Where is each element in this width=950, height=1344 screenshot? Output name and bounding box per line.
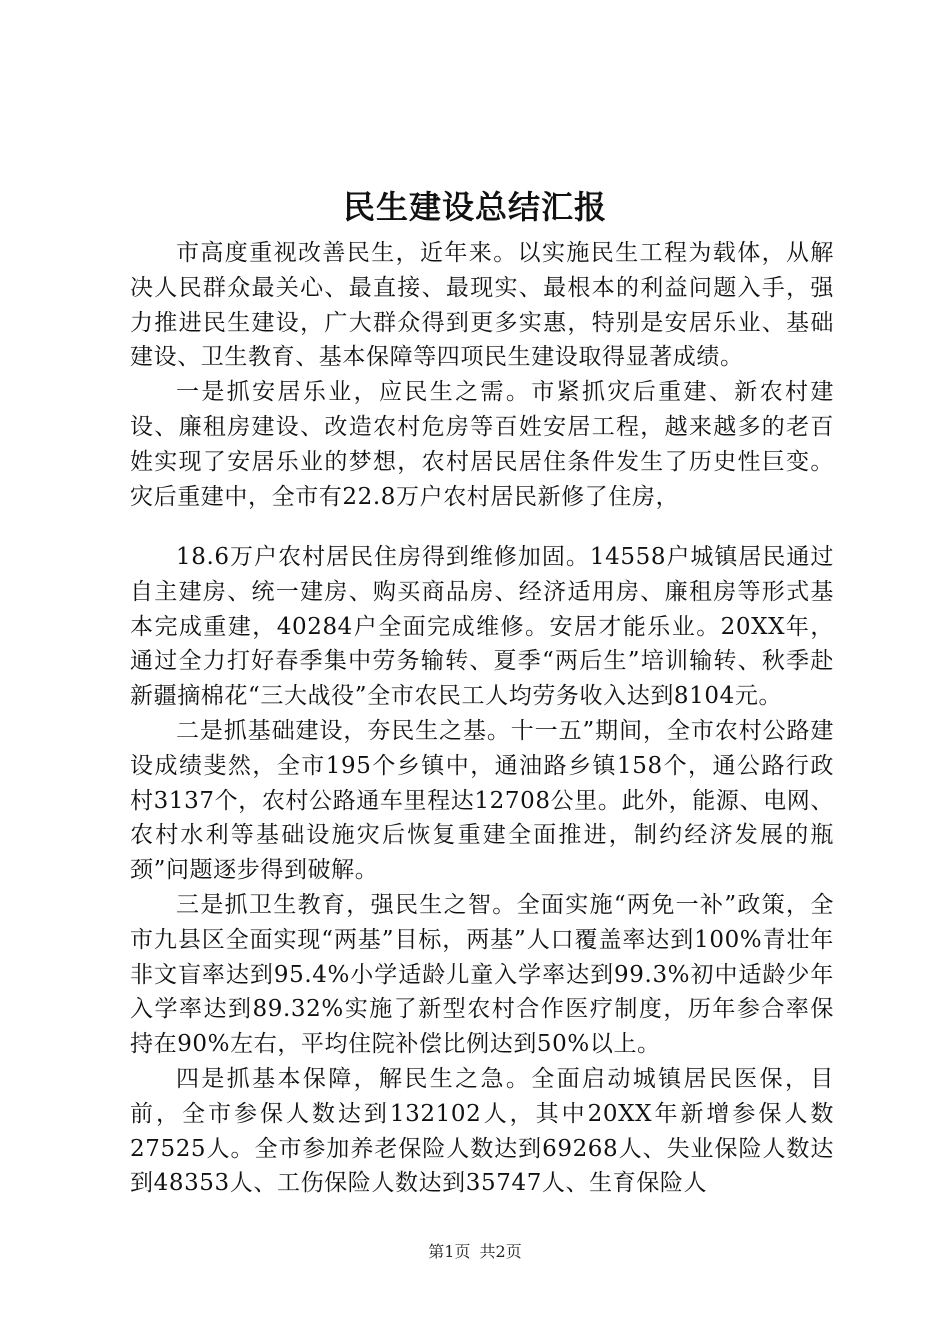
paragraph-intro: 市高度重视改善民生，近年来。以实施民生工程为载体，从解决人民群众最关心、最直接、最现实、最根本的利益问题入手，强力推进民生建设，广大群众得到更多实惠，特别是安居乐业、基础建设、卫生教育、基本保障等四项民生建设取得显著成绩。: [130, 240, 834, 371]
paragraph-infrastructure: 二是抓基础建设，夯民生之基。十一五”期间，全市农村公路建设成绩斐然，全市195个乡镇中，通油路乡镇158个，通公路行政村3137个，农村公路通车里程达12708公里。此外，能源、电网、农村水利等基础设施灾后恢复重建全面推进，制约经济发展的瓶颈”问题逐步得到破解。: [130, 717, 834, 884]
page-number: 第1页: [428, 1242, 471, 1261]
paragraph-health-education: 三是抓卫生教育，强民生之智。全面实施“两免一补”政策，全市九县区全面实现“两基”目标，两基”人口覆盖率达到100%青壮年非文盲率达到95.4%小学适龄儿童入学率达到99.3%初中适龄少年入学率达到89.32%实施了新型农村合作医疗制度，历年参合率保持在90%左右，平均住院补偿比例达到50%以上。: [130, 891, 834, 1058]
document-title: 民生建设总结汇报: [342, 188, 607, 226]
paragraph-housing: 一是抓安居乐业，应民生之需。市紧抓灾后重建、新农村建设、廉租房建设、改造农村危房等百姓安居工程，越来越多的老百姓实现了安居乐业的梦想，农村居民居住条件发生了历史性巨变。灾后重建中，全市有22.8万户农村居民新修了住房，: [130, 379, 834, 510]
paragraph-basic-security: 四是抓基本保障，解民生之急。全面启动城镇居民医保，目前，全市参保人数达到132102人，其中20XX年新增参保人数27525人。全市参加养老保险人数达到69268人、失业保险人数达到48353人、工伤保险人数达到35747人、生育保险人: [130, 1065, 834, 1197]
document-body-part2: [130, 540, 834, 1201]
document-body-part1: [130, 236, 834, 514]
page-total: 共2页: [479, 1242, 522, 1261]
paragraph-housing-continued: 18.6万户农村居民住房得到维修加固。14558户城镇居民通过自主建房、统一建房、购买商品房、经济适用房、廉租房等形式基本完成重建，40284户全面完成维修。安居才能乐业。20XX年，通过全力打好春季集中劳务输转、夏季“两后生”培训输转、秋季赴新疆摘棉花“三大战役”全市农民工人均劳务收入达到8104元。: [130, 544, 834, 710]
page-footer: [0, 1240, 950, 1264]
